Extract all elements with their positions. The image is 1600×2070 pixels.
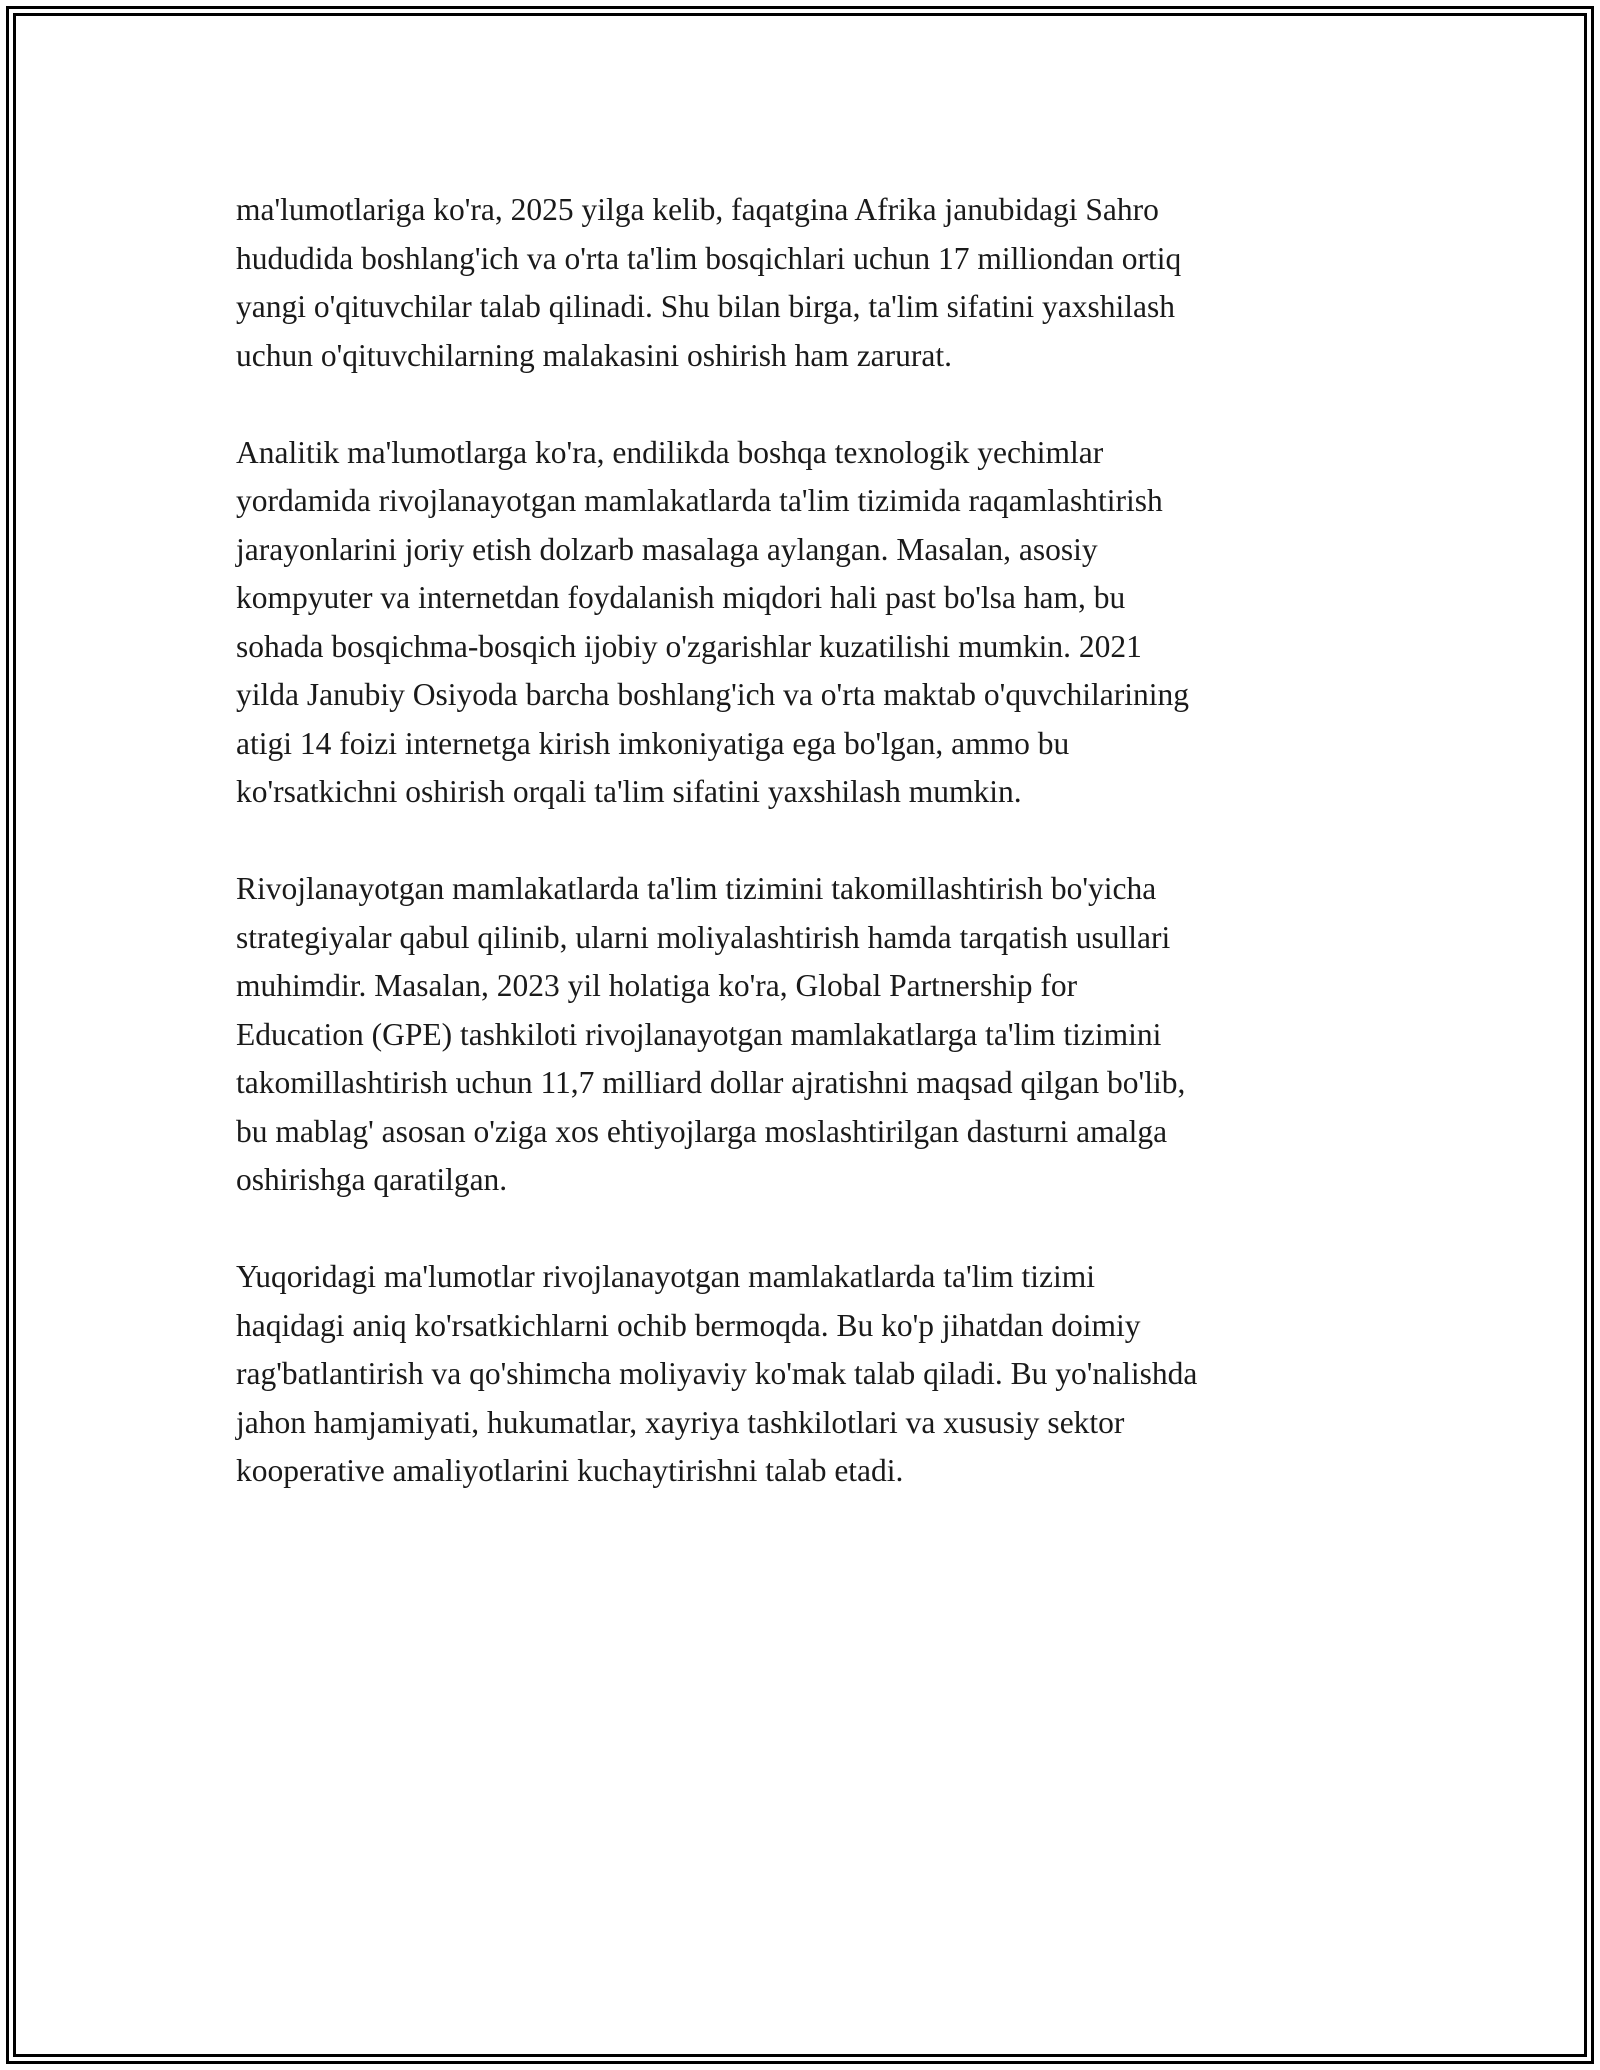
text-line: muhimdir. Masalan, 2023 yil holatiga ko'ra, Global Partnership for: [236, 968, 1078, 1003]
text-line: kompyuter va internetdan foydalanish miqdori hali past bo'lsa ham, bu: [236, 580, 1126, 615]
text-line: ma'lumotlariga ko'ra, 2025 yilga kelib, faqatgina Afrika janubidagi Sahro: [236, 192, 1159, 227]
text-line: rag'batlantirish va qo'shimcha moliyaviy ko'mak talab qiladi. Bu yo'nalishda: [236, 1356, 1198, 1391]
text-line: bu mablag' asosan o'ziga xos ehtiyojlarga moslashtirilgan dasturni amalga: [236, 1113, 1168, 1149]
text-line: strategiyalar qabul qilinib, ularni moliyalashtirish hamda tarqatish usullari: [236, 919, 1171, 955]
text-line: kooperative amaliyotlarini kuchaytirishni talab etadi.: [236, 1453, 904, 1488]
text-line: Yuqoridagi ma'lumotlar rivojlanayotgan mamlakatlarda ta'lim tizimi: [236, 1259, 1095, 1294]
text-line: oshirishga qaratilgan.: [236, 1162, 508, 1197]
text-line: yangi o'qituvchilar talab qilinadi. Shu bilan birga, ta'lim sifatini yaxshilash: [236, 289, 1175, 324]
text-line: hududida boshlang'ich va o'rta ta'lim bosqichlari uchun 17 milliondan ortiq: [236, 240, 1182, 276]
text-line: Analitik ma'lumotlarga ko'ra, endilikda boshqa texnologik yechimlar: [236, 434, 1104, 470]
text-line: jahon hamjamiyati, hukumatlar, xayriya tashkilotlari va xususiy sektor: [236, 1404, 1125, 1440]
paragraph-digitalization: [236, 429, 1376, 817]
text-line: yordamida rivojlanayotgan mamlakatlarda ta'lim tizimida raqamlashtirish: [236, 483, 1163, 518]
text-line: yilda Janubiy Osiyoda barcha boshlang'ich va o'rta maktab o'quvchilarining: [236, 677, 1190, 712]
text-line: atigi 14 foizi internetga kirish imkoniyatiga ega bo'lgan, ammo bu: [236, 725, 1070, 761]
text-line: takomillashtirish uchun 11,7 milliard dollar ajratishni maqsad qilgan bo'lib,: [236, 1065, 1186, 1100]
text-line: ko'rsatkichni oshirish orqali ta'lim sifatini yaxshilash mumkin.: [236, 774, 1022, 809]
paragraph-teacher-demand: [236, 186, 1376, 380]
paragraph-strategies-funding: [236, 865, 1376, 1205]
document-body: [236, 186, 1376, 1544]
text-line: sohada bosqichma-bosqich ijobiy o'zgarishlar kuzatilishi mumkin. 2021: [236, 628, 1142, 664]
paragraph-conclusion: [236, 1253, 1376, 1496]
text-line: Rivojlanayotgan mamlakatlarda ta'lim tizimini takomillashtirish bo'yicha: [236, 871, 1157, 906]
text-line: haqidagi aniq ko'rsatkichlarni ochib bermoqda. Bu ko'p jihatdan doimiy: [236, 1307, 1141, 1343]
text-line: jarayonlarini joriy etish dolzarb masalaga aylangan. Masalan, asosiy: [236, 531, 1098, 567]
text-line: uchun o'qituvchilarning malakasini oshirish ham zarurat.: [236, 337, 952, 373]
text-line: Education (GPE) tashkiloti rivojlanayotgan mamlakatlarga ta'lim tizimini: [236, 1016, 1162, 1052]
